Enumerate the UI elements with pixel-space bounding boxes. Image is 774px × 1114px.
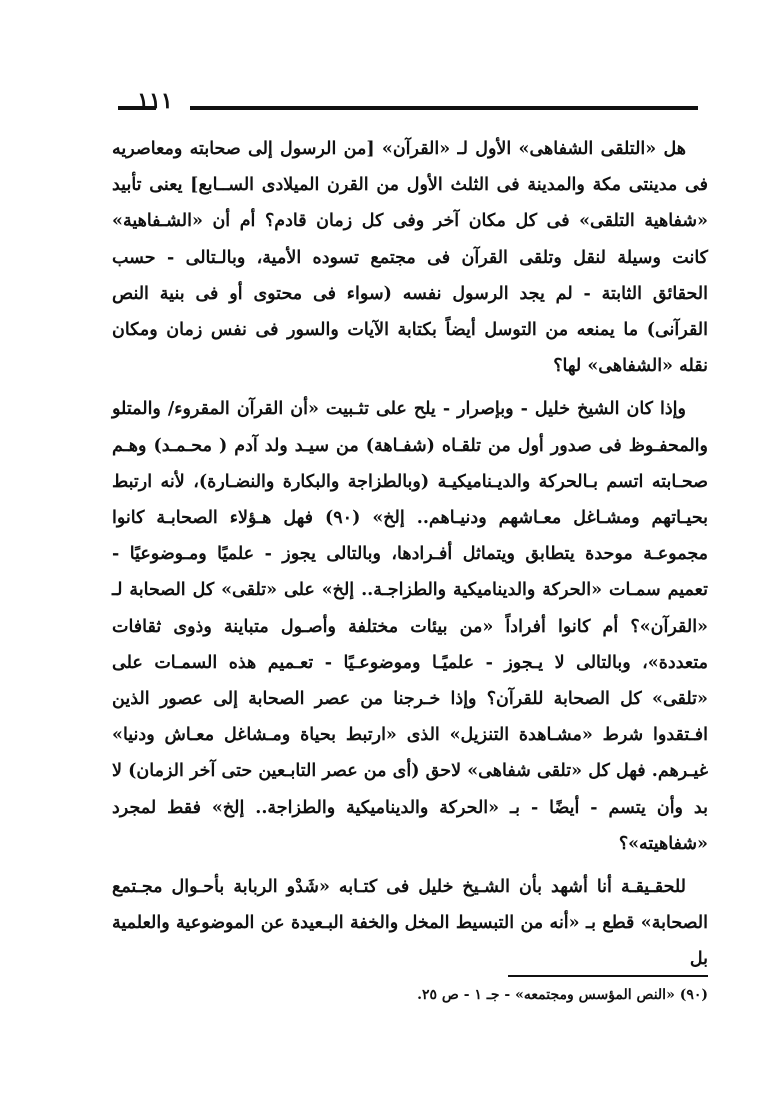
page-number: ١١١	[137, 88, 173, 114]
footnote: (٩٠) «النص المؤسس ومجتمعه» - جـ ١ - ص ٢٥.	[417, 987, 708, 1003]
page-header	[110, 86, 698, 116]
paragraph-3: للحقـيقـة أنا أشهد بأن الشـيخ خليل فى كتـابه «شَدْو الربابة بأحـوال مجـتمع الصحابة» قطع بـ «أنه من التبسيط المخل والخفة البـعيدة عن الموضوعية والعلمية بل	[112, 877, 708, 970]
paragraph-2: وإذا كان الشيخ خليل - وبإصرار - يلح على تثـبيت «أن القرآن المقروء/ والمتلو والمحفـوظ فى صدور أول من تلقـاه (شفـاهة) من سيـد ولد آدم ( محـمـد) وهـم صحـابته اتسم بـالحركة والديـناميكيـة (وبالطزاجة والبكارة والنضـارة)، لأنه ارتبط بحيـاتهم ومشـاغل معـاشهم ودنيـاهم.. إلخ» (٩٠) فهل هـؤلاء الصحابـة كانوا مجموعـة موحدة يتطابق ويتماثل أفـرادها، وبالتالى يجوز - علميًا ومـوضوعيًا - تعميم سمـات «الحركة والديناميكية والطزاجـة.. إلخ» على «تلقى» كل الصحابة لـ «القرآن»؟ أم كانوا أفراداً «من بيئات مختلفة وأصـول متباينة وذوى ثقافات متعددة»، وبالتالى لا يـجوز - علميًـا وموضوعـيًا - تعـميم هذه السمـات على «تلقى» كل الصحابة للقرآن؟ وإذا خـرجنا من عصر الصحابة إلى عصور الذين افـتقدوا شرط «مشـاهدة التنزيل» الذى «ارتبط بحياة ومـشاغل معـاش ودنيا» غيـرهم. فهل كل «تلقى شفاهى» لاحق (أى من عصر التابـعين حتى آخر الزمان) لا بد وأن يتسم - أيضًا - بـ «الحركة والديناميكية والطزاجة.. إلخ» فقط لمجرد «شفاهيته»؟	[112, 399, 708, 854]
paragraph-1: هل «التلقى الشفاهى» الأول لـ «القرآن» [من الرسول إلى صحابته ومعاصريه فى مدينتى مكة والمدينة فى الثلث الأول من القرن الميلادى الســابع] يعنى تأبيد «شفاهية التلقى» فى كل مكان آخر وفى كل زمان قادم؟ أم أن «الشـفاهية» كانت وسيلة لنقل وتلقى القرآن فى مجتمع تسوده الأمية، وبالـتالى - حسب الحقائق الثابتة - لم يجد الرسول نفسه (سواء فى محتوى أو فى بنية النص القرآنى) ما يمنعه من التوسل أيضاً بكتابة الآيات والسور فى نفس زمان ومكان نقله «الشفاهى» لها؟	[112, 139, 708, 377]
header-rule-long	[190, 106, 698, 110]
footnote-separator	[508, 975, 708, 977]
body-text	[112, 131, 708, 985]
